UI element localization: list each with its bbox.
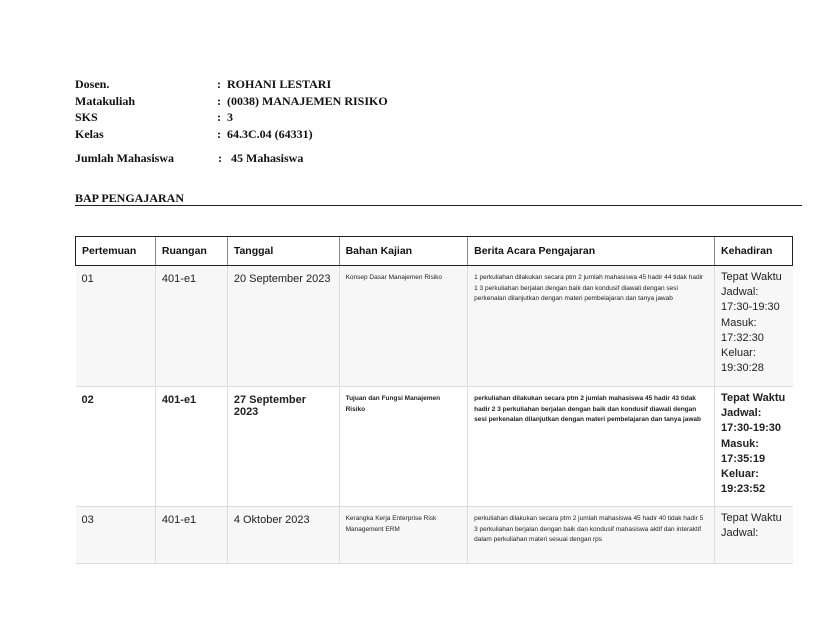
kelas-colon: : [217,126,221,141]
cell-ruangan: 401-e1 [155,266,227,387]
jumlah-value: 45 Mahasiswa [231,151,304,165]
kehadiran-keluar-value: 19:30:28 [721,362,764,375]
kelas-label: Kelas [75,126,104,141]
kehadiran-keluar-value: 19:23:52 [721,483,766,496]
cell-bahan-kajian: Konsep Dasar Manajemen Risiko [339,266,468,387]
jumlah-label: Jumlah Mahasiswa [75,151,175,165]
kehadiran-status: Tepat Waktu [721,271,782,283]
kelas-value: 64.3C.04 (64331) [227,126,313,141]
dosen-value: ROHANI LESTARI [227,77,332,91]
kehadiran-jadwal-label: Jadwal: [721,286,759,299]
sks-label: SKS [75,110,98,124]
cell-berita-acara: perkuliahan dilakukan secara ptm 2 jumlah mahasiswa 45 hadir 40 tidak hadir 5 3 perkuliahan berjalan dengan baik dan kondusif mahasiswa aktif dan interaktif dalam perkuliahan materi sesuai dengan rps [468,507,715,564]
cell-bahan-kajian: Kerangka Kerja Enterprise Risk Management ERM [339,507,468,564]
kehadiran-jadwal-label: Jadwal: [721,407,762,420]
kehadiran-masuk-label: Masuk: [721,316,757,329]
table-row [76,266,793,387]
cell-berita-acara: perkuliahan dilakukan secara ptm 2 jumlah mahasiswa 45 hadir 43 tidak hadir 2 3 perkuliahan berjalan dengan baik dan kondusif diawali dengan sesi perkenalan dilanjutkan dengan materi pembelajaran dan tanya jawab [468,387,715,507]
header-ruangan: Ruangan [155,237,227,266]
table-row [76,507,793,564]
table-header-row [76,237,793,266]
cell-pertemuan: 03 [76,507,156,564]
kehadiran-keluar-label: Keluar: [721,468,759,481]
jumlah-colon: : [218,151,222,165]
header-kehadiran: Kehadiran [715,237,793,266]
kehadiran-keluar-label: Keluar: [721,347,756,360]
matakuliah-label: Matakuliah [75,93,136,108]
cell-kehadiran [715,507,793,564]
cell-kehadiran [715,266,793,387]
cell-tanggal: 4 Oktober 2023 [227,507,339,564]
cell-berita-acara: 1 perkuliahan dilakukan secara ptm 2 jumlah mahasiswa 45 hadir 44 tidak hadir 1 3 perkuliahan berjalan dengan baik dan kondusif diawali dengan sesi perkenalan dilanjutkan dengan materi pembelajaran dan tanya jawab [468,266,715,387]
matakuliah-value: (0038) MANAJEMEN RISIKO [227,93,388,108]
kehadiran-jadwal-value: 17:30-19:30 [721,422,781,435]
sks-value: 3 [227,110,233,124]
cell-bahan-kajian: Tujuan dan Fungsi Manajemen Risiko [339,387,468,507]
kehadiran-jadwal-label: Jadwal: [721,527,759,540]
section-title: BAP PENGAJARAN [75,191,185,205]
dosen-label: Dosen. [75,77,110,91]
cell-ruangan: 401-e1 [155,387,227,507]
kehadiran-masuk-label: Masuk: [721,437,759,450]
header-bahan-kajian: Bahan Kajian [339,237,468,266]
header-tanggal: Tanggal [227,237,339,266]
header-berita-acara: Berita Acara Pengajaran [468,237,715,266]
table-row [76,387,793,507]
kehadiran-jadwal-value: 17:30-19:30 [721,301,780,314]
dosen-colon: : [217,77,221,91]
cell-tanggal: 20 September 2023 [227,266,339,387]
sks-colon: : [217,110,221,124]
kehadiran-masuk-value: 17:32:30 [721,331,764,344]
kehadiran-status: Tepat Waktu [721,512,782,524]
matakuliah-colon: : [217,93,221,108]
cell-pertemuan: 02 [76,387,156,507]
kehadiran-status: Tepat Waktu [721,392,786,404]
section-divider [75,205,802,206]
bap-table [75,236,793,564]
cell-tanggal: 27 September 2023 [227,387,339,507]
kehadiran-masuk-value: 17:35:19 [721,452,766,465]
header-pertemuan: Pertemuan [76,237,156,266]
cell-ruangan: 401-e1 [155,507,227,564]
cell-pertemuan: 01 [76,266,156,387]
cell-kehadiran [715,387,793,507]
